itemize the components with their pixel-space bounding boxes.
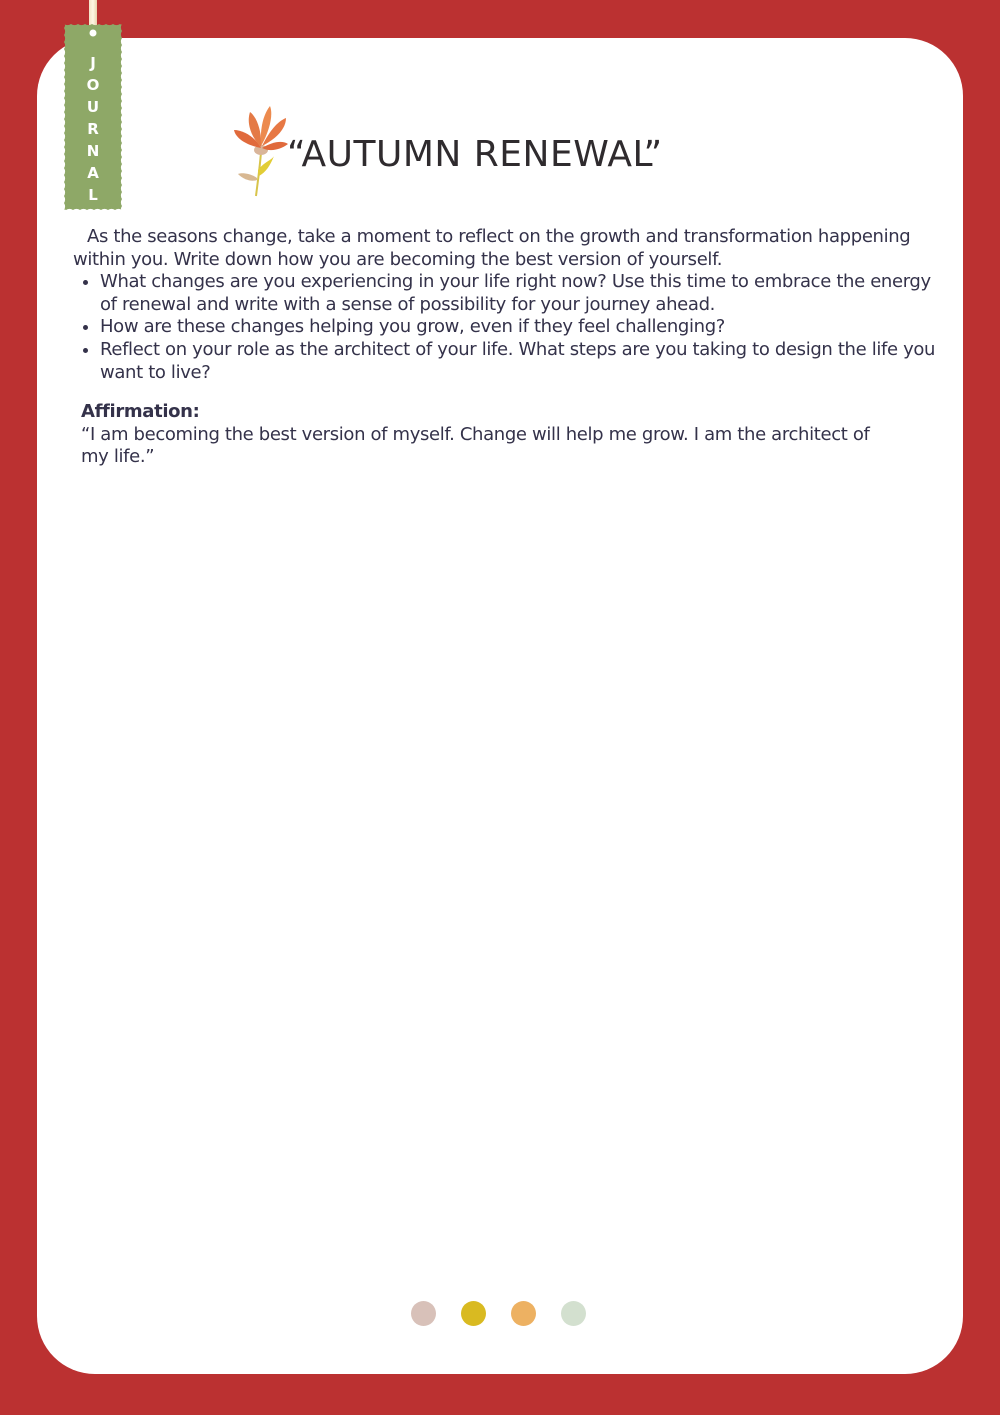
affirmation-text: “I am becoming the best version of myself. Change will help me grow. I am the architect of my life.” xyxy=(81,423,870,468)
tag-letter: A xyxy=(87,164,99,182)
page-title: “AUTUMN RENEWAL” xyxy=(287,134,663,175)
journal-tag xyxy=(64,24,122,210)
affirmation-block xyxy=(73,401,943,469)
intro-text: As the seasons change, take a moment to reflect on the growth and transformation happening within you. Write down how you are becoming the best version of yourself. xyxy=(73,226,911,270)
tag-letter: N xyxy=(86,142,100,160)
tag-letter: J xyxy=(90,54,96,72)
tag-letter: U xyxy=(86,98,100,116)
prompt-item: • How are these changes helping you grow, even if they feel challenging? xyxy=(100,316,943,339)
dot-2 xyxy=(461,1301,486,1326)
dot-1 xyxy=(411,1301,436,1326)
prompt-list xyxy=(73,271,943,384)
journal-content xyxy=(73,226,943,469)
prompt-item: • Reflect on your role as the architect of your life. What steps are you taking to design the life you want to live? xyxy=(100,339,943,384)
tag-letter: O xyxy=(86,76,100,94)
affirmation-label: Affirmation: xyxy=(81,401,200,423)
dot-3 xyxy=(511,1301,536,1326)
tag-letter: R xyxy=(87,120,99,138)
dot-4 xyxy=(561,1301,586,1326)
prompt-item: • What changes are you experiencing in your life right now? Use this time to embrace the energy of renewal and write with a sense of possibility for your journey ahead. xyxy=(100,271,943,316)
decorative-dots xyxy=(411,1301,586,1326)
flower-icon xyxy=(228,100,290,200)
tag-label xyxy=(64,52,122,206)
tag-letter: L xyxy=(88,186,98,204)
